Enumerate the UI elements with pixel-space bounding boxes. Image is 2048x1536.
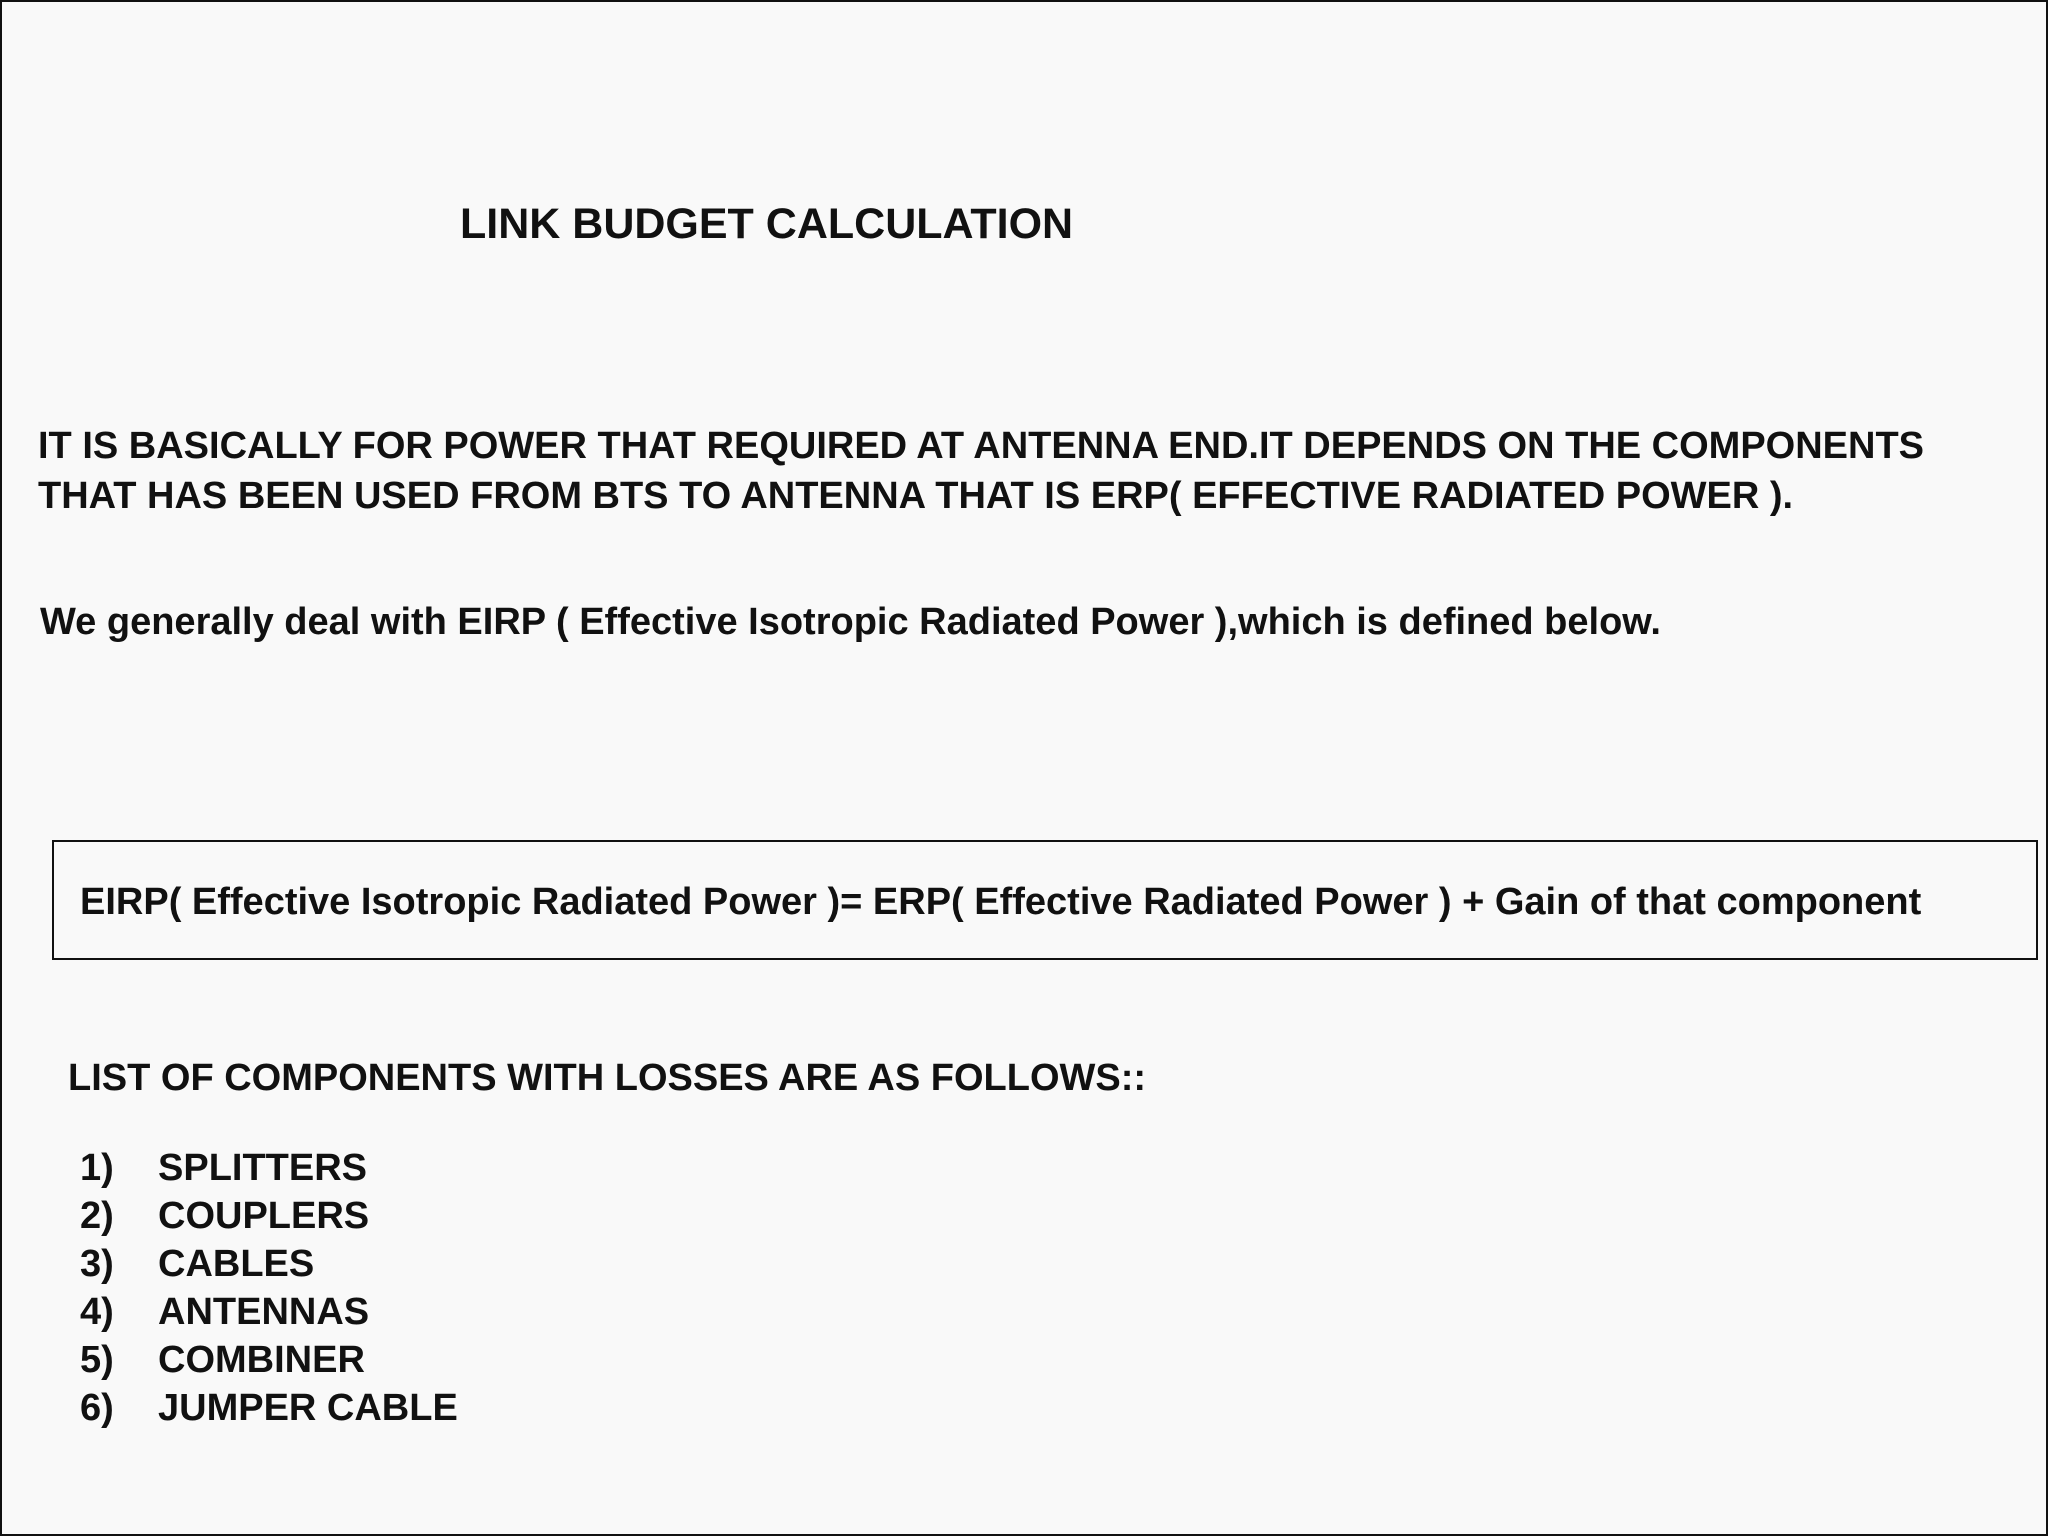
- list-item: [80, 1144, 458, 1192]
- list-item-number: 2): [80, 1195, 114, 1237]
- components-list: [80, 1144, 458, 1432]
- page-title: LINK BUDGET CALCULATION: [460, 200, 1074, 248]
- list-item-label: SPLITTERS: [158, 1147, 368, 1189]
- formula-box: [52, 840, 2038, 960]
- list-item-number: 4): [80, 1291, 114, 1333]
- list-item-number: 6): [80, 1387, 114, 1429]
- intro-line-2: THAT HAS BEEN USED FROM BTS TO ANTENNA THAT IS ERP( EFFECTIVE RADIATED POWER ).: [38, 475, 1794, 517]
- list-item: [80, 1384, 458, 1432]
- components-list-heading: LIST OF COMPONENTS WITH LOSSES ARE AS FOLLOWS::: [68, 1057, 1147, 1099]
- list-item-number: 1): [80, 1147, 114, 1189]
- list-item-label: COUPLERS: [158, 1195, 370, 1237]
- eirp-formula: EIRP( Effective Isotropic Radiated Power )= ERP( Effective Radiated Power ) + Gain of that component: [80, 881, 1922, 923]
- list-item-label: CABLES: [158, 1243, 315, 1285]
- intro-paragraph: [38, 421, 1924, 521]
- list-item-number: 3): [80, 1243, 114, 1285]
- list-item-label: ANTENNAS: [158, 1291, 370, 1333]
- intro-line-1: IT IS BASICALLY FOR POWER THAT REQUIRED AT ANTENNA END.IT DEPENDS ON THE COMPONENTS: [38, 425, 1925, 467]
- list-item: [80, 1192, 458, 1240]
- eirp-note: We generally deal with EIRP ( Effective Isotropic Radiated Power ),which is defined below.: [40, 601, 1661, 643]
- list-item: [80, 1288, 458, 1336]
- list-item: [80, 1336, 458, 1384]
- list-item-label: COMBINER: [158, 1339, 365, 1381]
- list-item: [80, 1240, 458, 1288]
- list-item-number: 5): [80, 1339, 114, 1381]
- list-item-label: JUMPER CABLE: [158, 1387, 458, 1429]
